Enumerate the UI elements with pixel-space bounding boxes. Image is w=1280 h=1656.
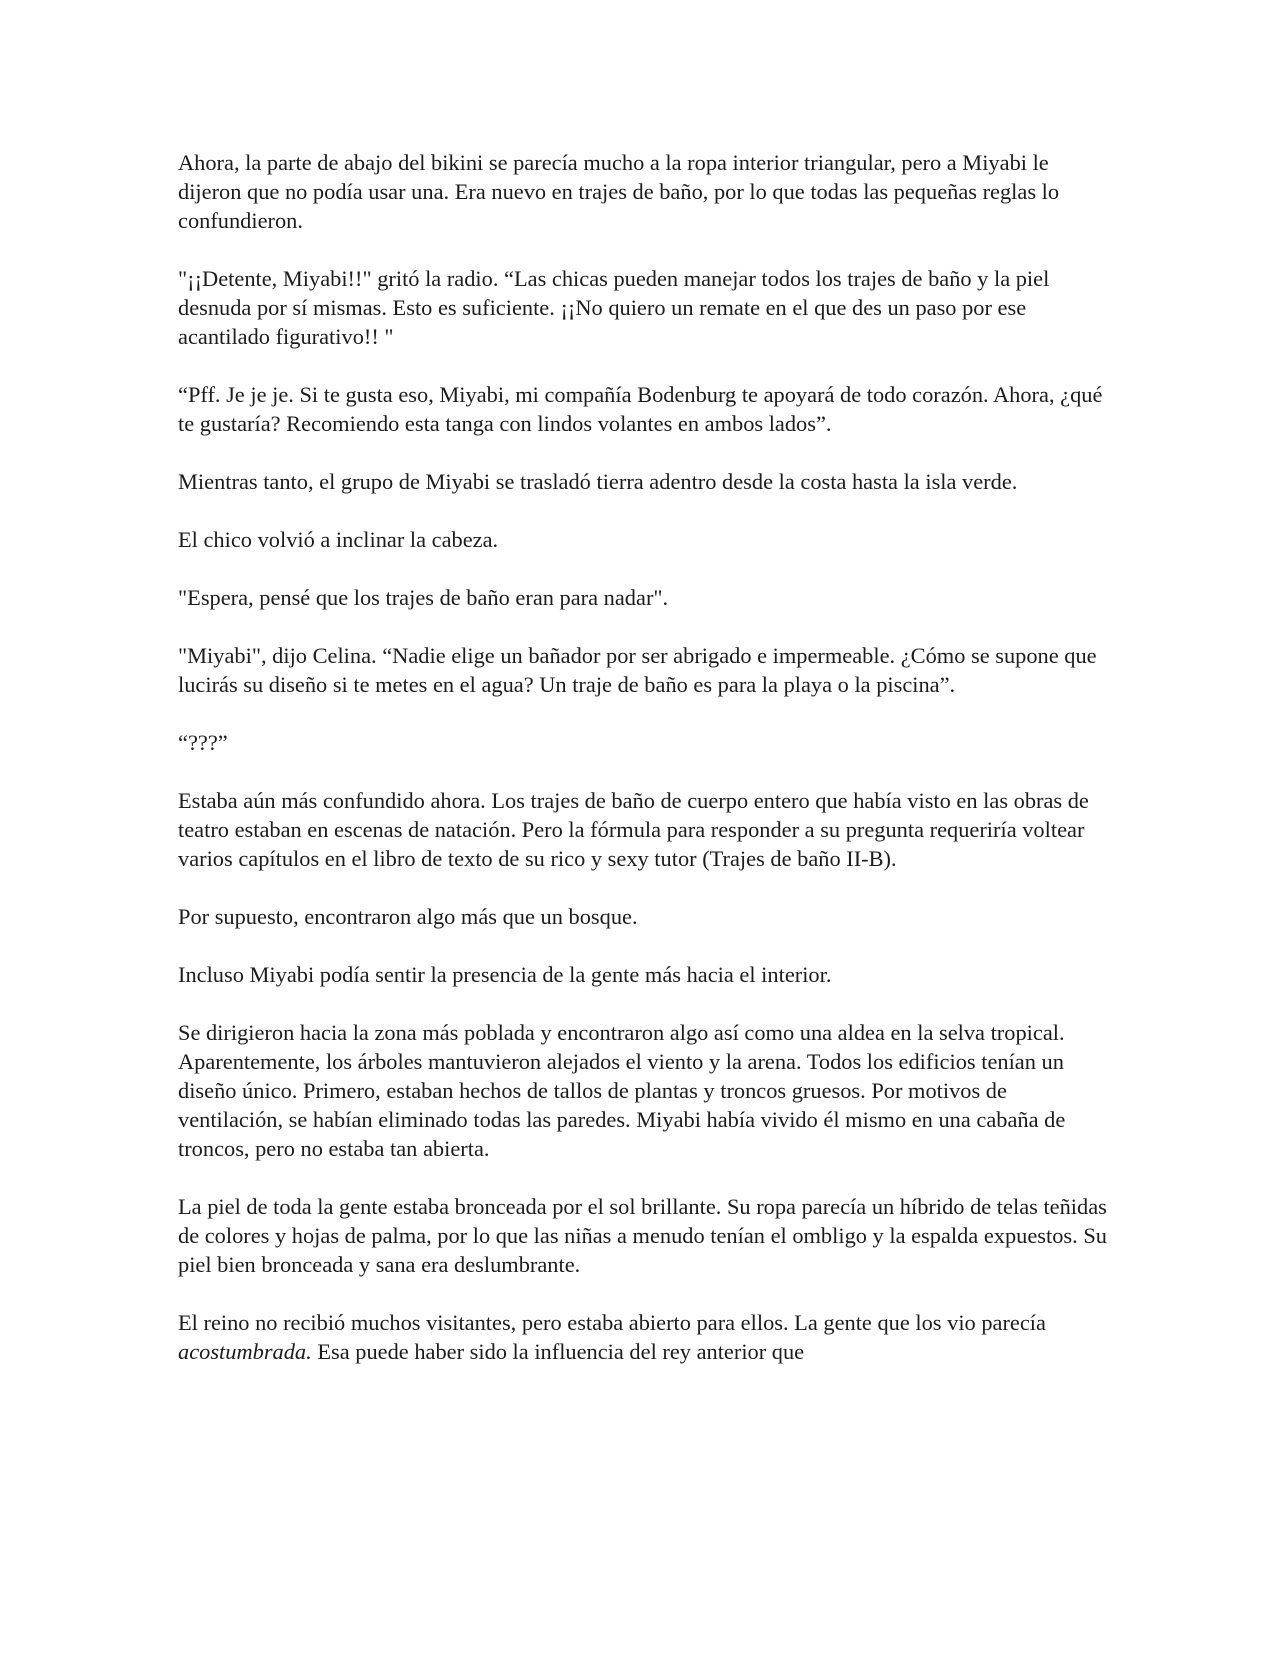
paragraph-9: Estaba aún más confundido ahora. Los trajes de baño de cuerpo entero que había visto en las obras de teatro estaban en escenas de natación. Pero la fórmula para responder a su pregunta requeriría voltear varios capítulos en el libro de texto de su rico y sexy tutor (Trajes de baño II-B).	[178, 788, 1089, 871]
paragraph-4: Mientras tanto, el grupo de Miyabi se trasladó tierra adentro desde la costa hasta la isla verde.	[178, 469, 1018, 494]
emphasized-word: acostumbrada.	[178, 1339, 312, 1364]
paragraph-7: "Miyabi", dijo Celina. “Nadie elige un bañador por ser abrigado e impermeable. ¿Cómo se supone que lucirás su diseño si te metes en el agua? Un traje de baño es para la playa o la piscina”.	[178, 643, 1097, 697]
paragraph-5: El chico volvió a inclinar la cabeza.	[178, 527, 499, 552]
paragraph-3: “Pff. Je je je. Si te gusta eso, Miyabi, mi compañía Bodenburg te apoyará de todo corazón. Ahora, ¿qué te gustaría? Recomiendo esta tanga con lindos volantes en ambos lados”.	[178, 382, 1103, 436]
paragraph-6: "Espera, pensé que los trajes de baño eran para nadar".	[178, 585, 669, 610]
paragraph-12: Se dirigieron hacia la zona más poblada y encontraron algo así como una aldea en la selva tropical. Aparentemente, los árboles mantuvieron alejados el viento y la arena. Todos los edificios tenían un diseño único. Primero, estaban hechos de tallos de plantas y troncos gruesos. Por motivos de ventilación, se habían eliminado todas las paredes. Miyabi había vivido él mismo en una cabaña de troncos, pero no estaba tan abierta.	[178, 1020, 1066, 1161]
paragraph-14-text-after: Esa puede haber sido la influencia del rey anterior que	[311, 1339, 805, 1364]
paragraph-11: Incluso Miyabi podía sentir la presencia de la gente más hacia el interior.	[178, 962, 832, 987]
paragraph-8: “???”	[178, 730, 228, 755]
paragraph-14	[178, 1308, 1108, 1366]
paragraph-10: Por supuesto, encontraron algo más que un bosque.	[178, 904, 638, 929]
paragraph-14-text-before: El reino no recibió muchos visitantes, pero estaba abierto para ellos. La gente que los vio parecía	[178, 1310, 1046, 1335]
document-body	[178, 148, 1108, 1366]
paragraph-13: La piel de toda la gente estaba bronceada por el sol brillante. Su ropa parecía un híbrido de telas teñidas de colores y hojas de palma, por lo que las niñas a menudo tenían el ombligo y la espalda expuestos. Su piel bien bronceada y sana era deslumbrante.	[178, 1194, 1107, 1277]
paragraph-1: Ahora, la parte de abajo del bikini se parecía mucho a la ropa interior triangular, pero a Miyabi le dijeron que no podía usar una. Era nuevo en trajes de baño, por lo que todas las pequeñas reglas lo confundieron.	[178, 150, 1060, 233]
paragraph-2: "¡¡Detente, Miyabi!!" gritó la radio. “Las chicas pueden manejar todos los trajes de baño y la piel desnuda por sí mismas. Esto es suficiente. ¡¡No quiero un remate en el que des un paso por ese acantilado figurativo!! "	[178, 266, 1050, 349]
